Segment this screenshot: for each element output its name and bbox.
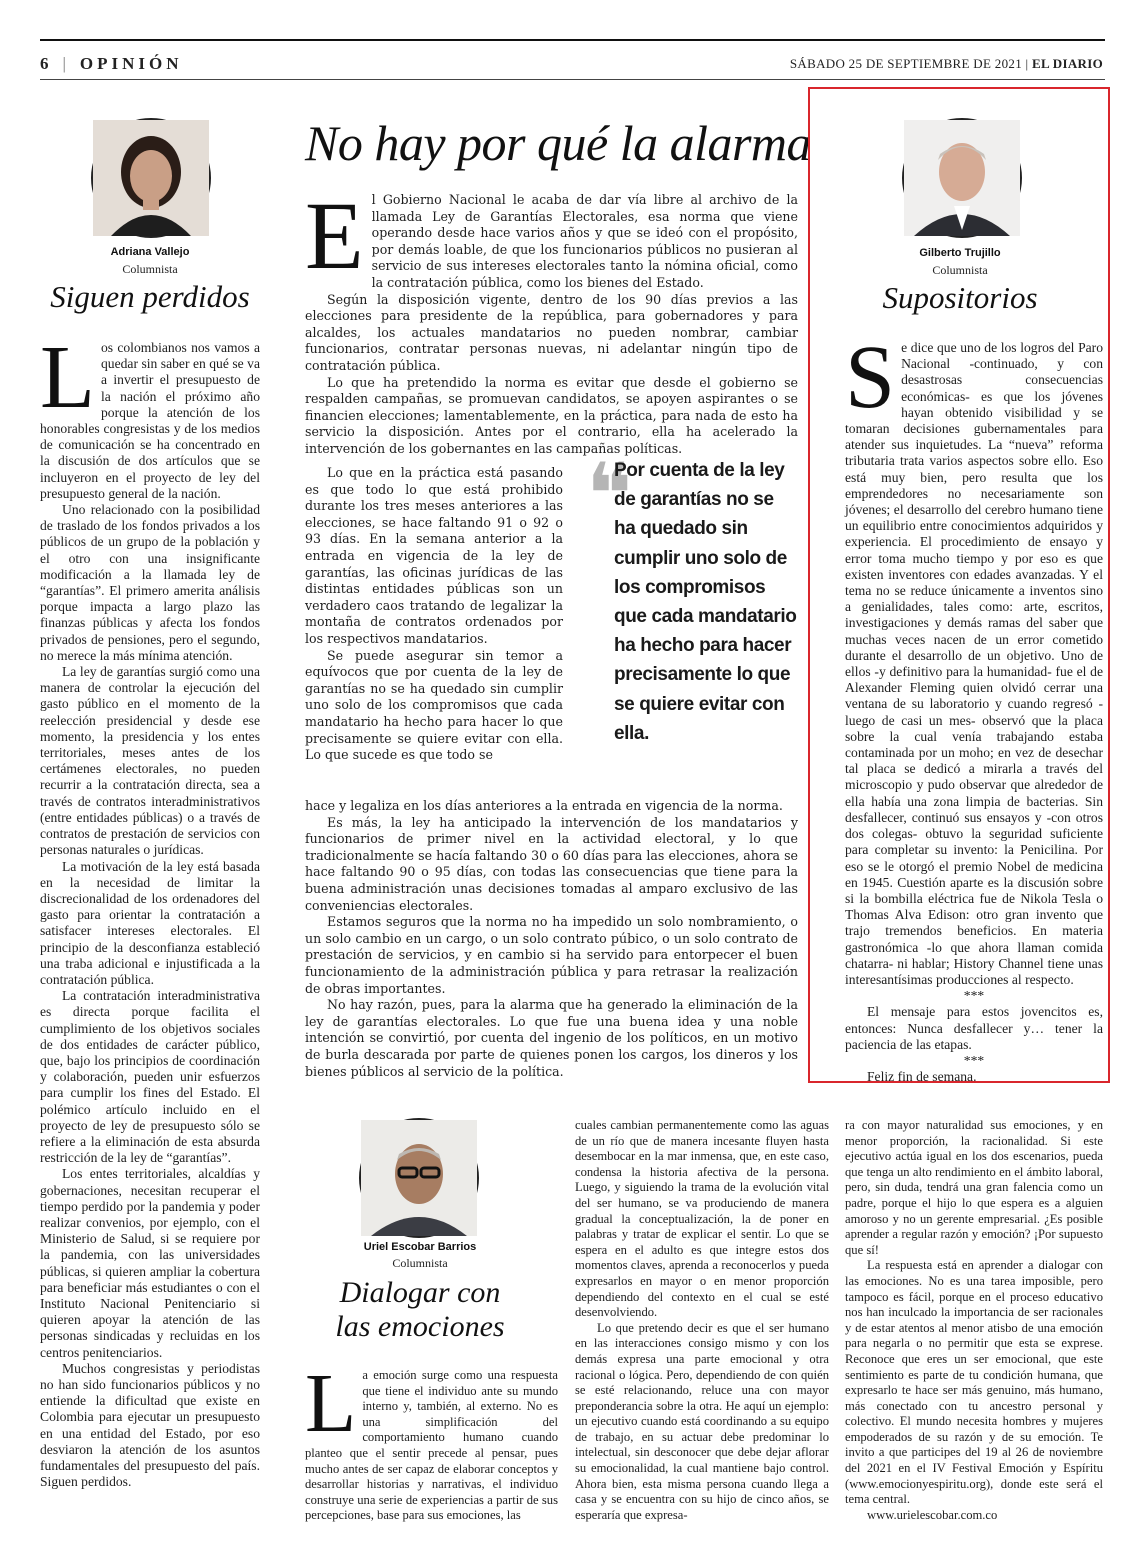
author-photo-uriel-escobar	[359, 1118, 479, 1238]
paragraph: El mensaje para estos jovencitos es, entonces: Nunca desfallecer y… tener la paciencia de las etapas.	[845, 1004, 1103, 1052]
left-column-body	[40, 328, 260, 1550]
bottom-col-2	[575, 1118, 829, 1553]
title-line: las emociones	[335, 1310, 505, 1343]
author-role: Columnista	[122, 262, 178, 276]
dropcap: S	[845, 328, 896, 427]
paragraph: No hay razón, pues, para la alarma que ha generado la eliminación de la ley de garantías electorales. Lo que fue una buena idea y una noble intención se convirtió, por cuenta del ingenio de los políticos, en un motivo de burla descarada por parte de quienes ponen los cargos, los dineros y los bienes públicos al servicio de la política.	[305, 997, 798, 1079]
paragraph: Lo que ha pretendido la norma es evitar que desde el gobierno se respalden campañas, se promuevan candidatos, se apoyen aspirantes o se financien elecciones; lamentablemente, en la práctica, para nada de esto ha servicio la disposición. Antes por el contrario, ella ha acelerado la intervención de los gobernantes en las campañas políticas.	[305, 374, 798, 456]
author-photo-adriana-vallejo	[91, 118, 211, 238]
pull-quote: Por cuenta de la ley de garantías no se ha quedado sin cumplir uno solo de los compromisos que cada mandatario ha hecho para hacer precisamente lo que se quiere evitar con ella.	[614, 460, 797, 744]
paragraph: e dice que uno de los logros del Paro Nacional -continuado, y con desastrosas consecuencias económicas- es que los jóvenes hayan obtenido visibilidad y se tomaran decisiones gubernamentales para atender sus inquietudes. La “nueva” reforma tributaria trata varios aspectos sobre ello. Eso está muy bien, pero resulta que los emprendedores no necesariamente son jóvenes; el desarrollo del cerebro humano tiene un equilibrio entre conocimientos adquiridos y experiencia. El procedimiento de ensayo y error toma mucho tiempo y por eso es que existen inventores con edades avanzadas. Y el tema no se reduce únicamente a inventos sino a genialidades, tales como: arte, escritos, investigaciones y demás ramas del saber que muchas veces nacen de un error cometido durante el desarrollo de un objetivo. Uno de ellos -y definitivo para la humanidad- fue el de Alexander Fleming quien olvidó cerrar una ventana de su laboratorio y cuando regresó -luego de casi un mes- observó que la placa sobre la cual venía trabajando estaba contaminada por un moho; en vez de desechar tal placa se dedicó a mirarla a través del microscopio y pudo observar que alrededor de ella había una zona limpia de bacterias. Sin desfallecer, continuó sus ensayos y -con otros dos colegas- obtuvo la seguridad suficiente para completar su invento: la Penicilina. Por eso se le otorgó el premio Nobel de medicina en 1945. Cuestión aparte es la discusión sobre si la bombilla eléctrica fue de Nikola Tesla o Thomas Alva Edison: otro gran invento que trajo tremendos beneficios. En materia gastronómica -lo que ahora llaman comida chatarra- ni hablar; History Channel tiene unas interesantísimas producciones al respecto.	[845, 340, 1103, 987]
page-header-date: SÁBADO 25 DE SEPTIEMBRE DE 2021 | EL DIARIO	[789, 56, 1103, 71]
author-name: Adriana Vallejo	[110, 246, 190, 258]
page-number: 6	[40, 54, 53, 73]
title-line: Dialogar con	[339, 1276, 501, 1309]
center-article-narrow	[305, 465, 563, 793]
paragraph: os colombianos nos vamos a quedar sin saber en qué se va a invertir el presupuesto de la nación el próximo año porque la atención de los honorables congresistas y de los medios de comunicación se ha concentrado en la discusión de dos artículos que se incluyeron en el proyecto de ley del presupuesto general de la nación.	[40, 340, 260, 501]
dropcap: E	[305, 182, 364, 289]
paragraph: Lo que en la práctica está pasando es que todo lo que está prohibido durante los tres meses anteriores a las elecciones, se hace faltando 91 o 92 o 93 días. En la semana anterior a la entrada en vigencia de la ley de garantías, las oficinas jurídicas de las distintas entidades públicas son un verdadero caos tratando de legalizar la montaña de contratos ordenados por los respectivos mandatarios.	[305, 465, 563, 646]
column-title: Supositorios	[882, 280, 1038, 315]
paragraph: Es más, la ley ha anticipado la intervención de los mandatarios y funcionarios de primer nivel en la actividad electoral, y lo que tradicionalmente se hacía faltando 30 o 60 días para las elecciones, ahora se hace faltando 90 o 95 días, con todas las consecuencias que tiene para la buena administración unas decisiones tomadas al amparo exclusivo de las conveniencias electorales.	[305, 814, 798, 913]
separator-stars: ***	[963, 1052, 985, 1068]
paragraph: La contratación interadministrativa es directa porque facilita el cumplimiento de los objetivos sociales de dos entidades de carácter público, que, bajo los principios de coordinación y colaboración, pueden unir esfuerzos para cumplir los fines del Estado. El polémico artículo incluido en el proyecto de ley de presupuesto sólo se refiere a la eliminación de esta absurda restricción de la ley de “garantías”.	[40, 988, 260, 1166]
paragraph: hace y legaliza en los días anteriores a la entrada en vigencia de la norma.	[305, 798, 783, 813]
article-headline: No hay por qué la alarma	[305, 115, 812, 171]
paragraph: Se puede asegurar sin temor a equívocos que por cuenta de la ley de garantías no se ha quedado sin cumplir uno solo de los compromisos que cada mandatario ha hecho para hacer lo que precisamente se quiere evitar con ella. Lo que sucede es que todo se	[305, 647, 563, 763]
bottom-col-1	[305, 1357, 558, 1553]
center-article-bottom	[305, 798, 798, 1079]
header-rule	[40, 79, 1105, 80]
right-column-body	[845, 328, 1103, 1085]
paragraph: Muchos congresistas y periodistas no han sido funcionarios públicos y no entiende la dificultad que existe en Colombia para ejecutar un presupuesto en una entidad del Estado, por eso desviaron la atención de los asuntos fundamentales del presupuesto del país. Siguen perdidos.	[40, 1360, 260, 1490]
bottom-col-3	[845, 1118, 1103, 1553]
author-role: Columnista	[932, 263, 988, 277]
dropcap: L	[305, 1357, 357, 1450]
paragraph: La respuesta está en aprender a dialogar con las emociones. No es una tarea imposible, pero tampoco es fácil, porque en el proceso educativo nos han inculcado la importancia de ser racionales y de estar atentos al menor atisbo de una emoción para negarla o no permitir que esta se exprese. Reconoce que eres un ser emocional, que este sentimiento es parte de tu condición humana, que expresarlo te hace ser más genuino, más humano, más conectado con tu ancestro personal y colectivo. El mundo necesita hombres y mujeres empoderados de su razón y de su emoción. Te invito a que participes del 19 al 26 de noviembre del 2021 en el IV Festival Emoción y Espíritu (www.emocionyespiritu.org), donde este será el tema central.	[845, 1258, 1103, 1507]
author-name: Gilberto Trujillo	[919, 247, 1001, 259]
separator-stars: ***	[963, 988, 985, 1004]
section-name: OPINIÓN	[79, 54, 183, 73]
paragraph: Uno relacionado con la posibilidad de traslado de los fondos privados a los públicos de un grupo de la población y el otro con una insignificante modificación a la llamada ley de “garantías”. El primero amerita análisis porque impacta a largo plazo las finanzas públicas y afecta los fondos privados de pensiones, pero el segundo, no merece la más mínima atención.	[40, 502, 260, 663]
issue-date: SÁBADO 25 DE SEPTIEMBRE DE 2021	[789, 56, 1022, 71]
paragraph: cuales cambian permanentemente como las aguas de un río que de manera incesante fluyen hasta desembocar en la mar inmensa, que, en este caso, condensa la historia afectiva de la persona. Luego, y siguiendo la trama de la evolución vital del ser humano, se va produciendo de manera gradual la conceptualización, la de poner en palabras y tratar de explicar el sentir. Lo que se espera en el adulto es que integre estos dos momentos claves, aprenda a reconocerlos y pueda expresarlos en mayor o en menor proporción dependiendo del contexto en el cual se esté desenvolviendo.	[575, 1118, 829, 1320]
portrait-icon	[93, 120, 209, 236]
quote-mark-icon: ❝	[586, 445, 633, 545]
paragraph: Estamos seguros que la norma no ha impedido un solo nombramiento, o un solo cambio en un cargo, o un solo contrato púbico, o un solo contrato de prestación de servicios, y en cambio si ha servido para entorpecer el buen funcionamiento de la administración pública y para retrasar la realización de obras importantes.	[305, 914, 798, 996]
portrait-icon	[904, 120, 1020, 236]
column-title	[300, 1276, 540, 1344]
paragraph: l Gobierno Nacional le acaba de dar vía libre al archivo de la llamada Ley de Garantías Electorales, esa norma que viene operando desde hace varios años y que se ideó con el propósito, por demás loable, de que los funcionarios públicos no pusieran al servicio de sus intereses electorales tanto la nómina oficial, como la contratación pública, como los bienes del Estado.	[371, 192, 798, 290]
paragraph: ra con mayor naturalidad sus emociones, y en menor proporción, la racionalidad. Si este ejecutivo actúa igual en los dos escenarios, pueda que tenga un alto rendimiento en el ámbito laboral, pero, sin duda, tendrá una gran falencia como un padre, porque el hijo lo que espera es a alguien amoroso y no un gerente empresarial. ¿Es posible aprender a regular razón y emoción? ¡Por supuesto que sí!	[845, 1118, 1103, 1257]
dropcap: L	[40, 328, 95, 427]
author-name: Uriel Escobar Barrios	[363, 1241, 477, 1253]
paragraph: a emoción surge como una respuesta que tiene el individuo ante su mundo interno y, también, al externo. No es una simplificación del comportamiento humano cuando planteo que el sentir precede al pensar, pues mucho antes de ser capaz de elaborar conceptos y desarrollar historias y narrativas, el individuo construye una serie de experiencias a partir de sus percepciones, base para sus emociones, las	[305, 1368, 558, 1523]
header-divider: |	[62, 54, 70, 73]
website-link[interactable]: www.urielescobar.com.co	[867, 1507, 998, 1522]
column-title: Siguen perdidos	[50, 279, 250, 314]
closing-line: Feliz fin de semana.	[867, 1069, 977, 1085]
paragraph: La ley de garantías surgió como una manera de controlar la ejecución del gasto público en el momento de la reelección presidencial y desde ese momento, la presidencia y los entes territoriales, meses antes de los certámenes electorales, no pueden recurrir a la contratación directa, sea a través de contratos interadministrativos (entre entidades públicas) o a través de contratos de prestación de servicios con personas naturales o jurídicas.	[40, 664, 260, 858]
page-header-section	[40, 54, 183, 74]
paragraph: Los entes territoriales, alcaldías y gobernaciones, necesitan recuperar el tiempo perdido por la pandemia y poder realizar convenios, por ejemplo, con el Ministerio de Salud, si se requiere por la pandemia, con las universidades públicas, si quieren ampliar la cobertura para beneficiar más estudiantes o con el Instituto Nacional Penitenciario si quieren apoyar la atención de las personas sindicadas y recluidas en los centros penitenciarios.	[40, 1166, 260, 1360]
author-photo-gilberto-trujillo	[902, 118, 1022, 238]
author-role: Columnista	[392, 1256, 448, 1270]
paragraph: Lo que pretendo decir es que el ser humano en las interacciones consigo mismo y con los demás expresa una parte emocional y otra racional o lógica. Pero, dependiendo de con quién se esté relacionando, reluce una con mayor preponderancia sobre la otra. He aquí un ejemplo: un ejecutivo cuando está coordinando a su equipo de trabajo, en su actuar debe predominar lo intelectual, sin desconocer que debe dejar aflorar su emocionalidad, la cual mantiene bajo control. Ahora bien, esta misma persona cuando llega a casa y se encuentra con su hijo de cinco años, se esperaría que expresa-	[575, 1320, 829, 1522]
top-rule	[40, 39, 1105, 41]
paragraph: Según la disposición vigente, dentro de los 90 días previos a las elecciones para presidente de la república, para gobernadores y para alcaldes, los actuales mandatarios no pueden nombrar, cambiar funcionarios, contratar personas nuevas, ni adelantar ningún tipo de contratación pública.	[305, 291, 798, 373]
newspaper-name: EL DIARIO	[1032, 56, 1103, 71]
center-article-top	[305, 182, 798, 458]
paragraph: La motivación de la ley está basada en la necesidad de limitar la discrecionalidad de los ordenadores del gasto para orientar la contratación a satisfacer intereses electorales. El principio de la desconfianza estableció una traba adicional e injustificada a la contratación pública.	[40, 858, 260, 987]
portrait-icon	[361, 1120, 477, 1236]
